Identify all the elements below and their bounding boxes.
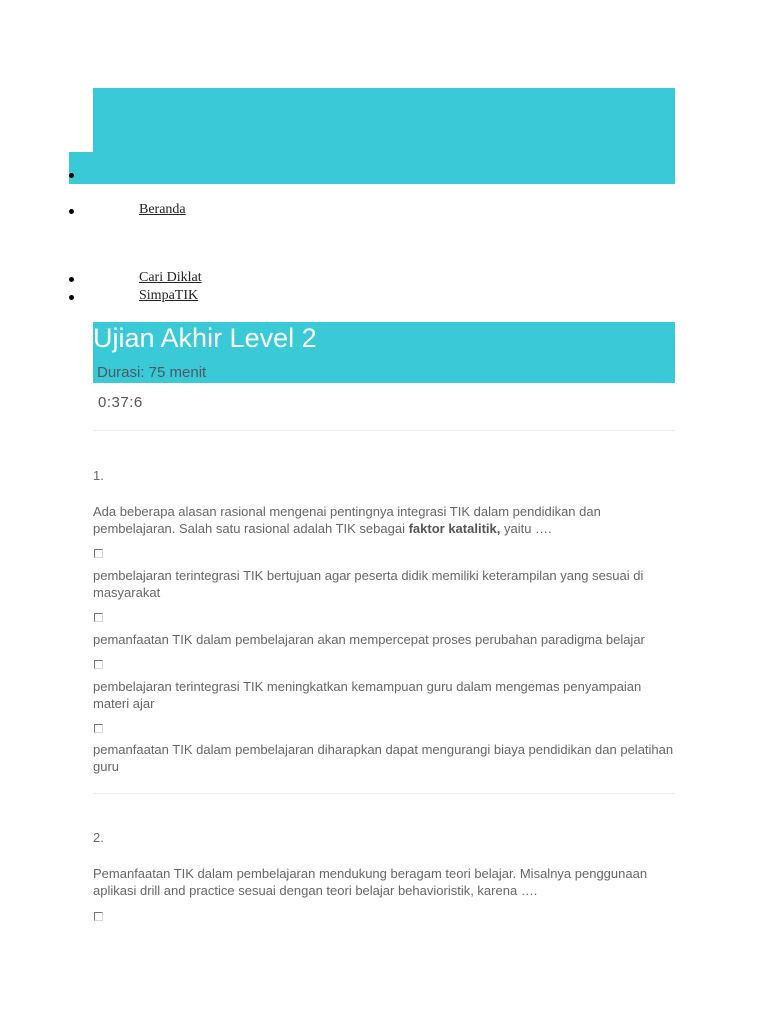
option-checkbox[interactable] (94, 912, 103, 921)
option-text[interactable]: pemanfaatan TIK dalam pembelajaran diharapkan dapat mengurangi biaya pendidikan dan pelatihan guru (93, 742, 674, 774)
bullet-icon (69, 173, 74, 178)
page-title: Ujian Akhir Level 2 (93, 323, 317, 353)
bullet-icon (69, 277, 74, 282)
question-text: Pemanfaatan TIK dalam pembelajaran mendukung beragam teori belajar. Misalnya penggunaan aplikasi drill and practice sesuai dengan teori belajar behavioristik, karena …. (93, 866, 648, 898)
header-banner-tab (69, 152, 93, 184)
nav-link-simpatik[interactable]: SimpaTIK (139, 288, 199, 303)
nav-link-cari-diklat[interactable]: Cari Diklat (139, 270, 202, 285)
option-text[interactable]: pembelajaran terintegrasi TIK bertujuan agar peserta didik memiliki keterampilan yang sesuai di masyarakat (93, 568, 644, 600)
question-text (93, 503, 675, 537)
divider (93, 430, 675, 431)
question-number: 1. (93, 468, 104, 483)
option-checkbox[interactable] (94, 613, 103, 622)
question-text-part: yaitu …. (500, 521, 552, 536)
bullet-icon (69, 295, 74, 300)
option-checkbox[interactable] (94, 660, 103, 669)
exam-header (93, 322, 675, 383)
option-checkbox[interactable] (94, 724, 103, 733)
question-text-part: Ada beberapa alasan rasional mengenai pentingnya integrasi TIK dalam pendidikan dan pembelajaran. Salah satu rasional adalah TIK sebagai (93, 504, 601, 536)
divider (93, 793, 675, 794)
exam-duration: Durasi: 75 menit (97, 364, 207, 381)
countdown-timer: 0:37:6 (98, 394, 143, 411)
option-text[interactable]: pembelajaran terintegrasi TIK meningkatkan kemampuan guru dalam mengemas penyampaian materi ajar (93, 679, 642, 711)
option-text[interactable]: pemanfaatan TIK dalam pembelajaran akan mempercepat proses perubahan paradigma belajar (93, 632, 645, 647)
option-checkbox[interactable] (94, 549, 103, 558)
nav-link-beranda[interactable]: Beranda (139, 202, 186, 217)
header-banner (93, 88, 675, 184)
question-number: 2. (93, 830, 104, 845)
bullet-icon (69, 209, 74, 214)
question-text-bold: faktor katalitik, (408, 521, 501, 536)
